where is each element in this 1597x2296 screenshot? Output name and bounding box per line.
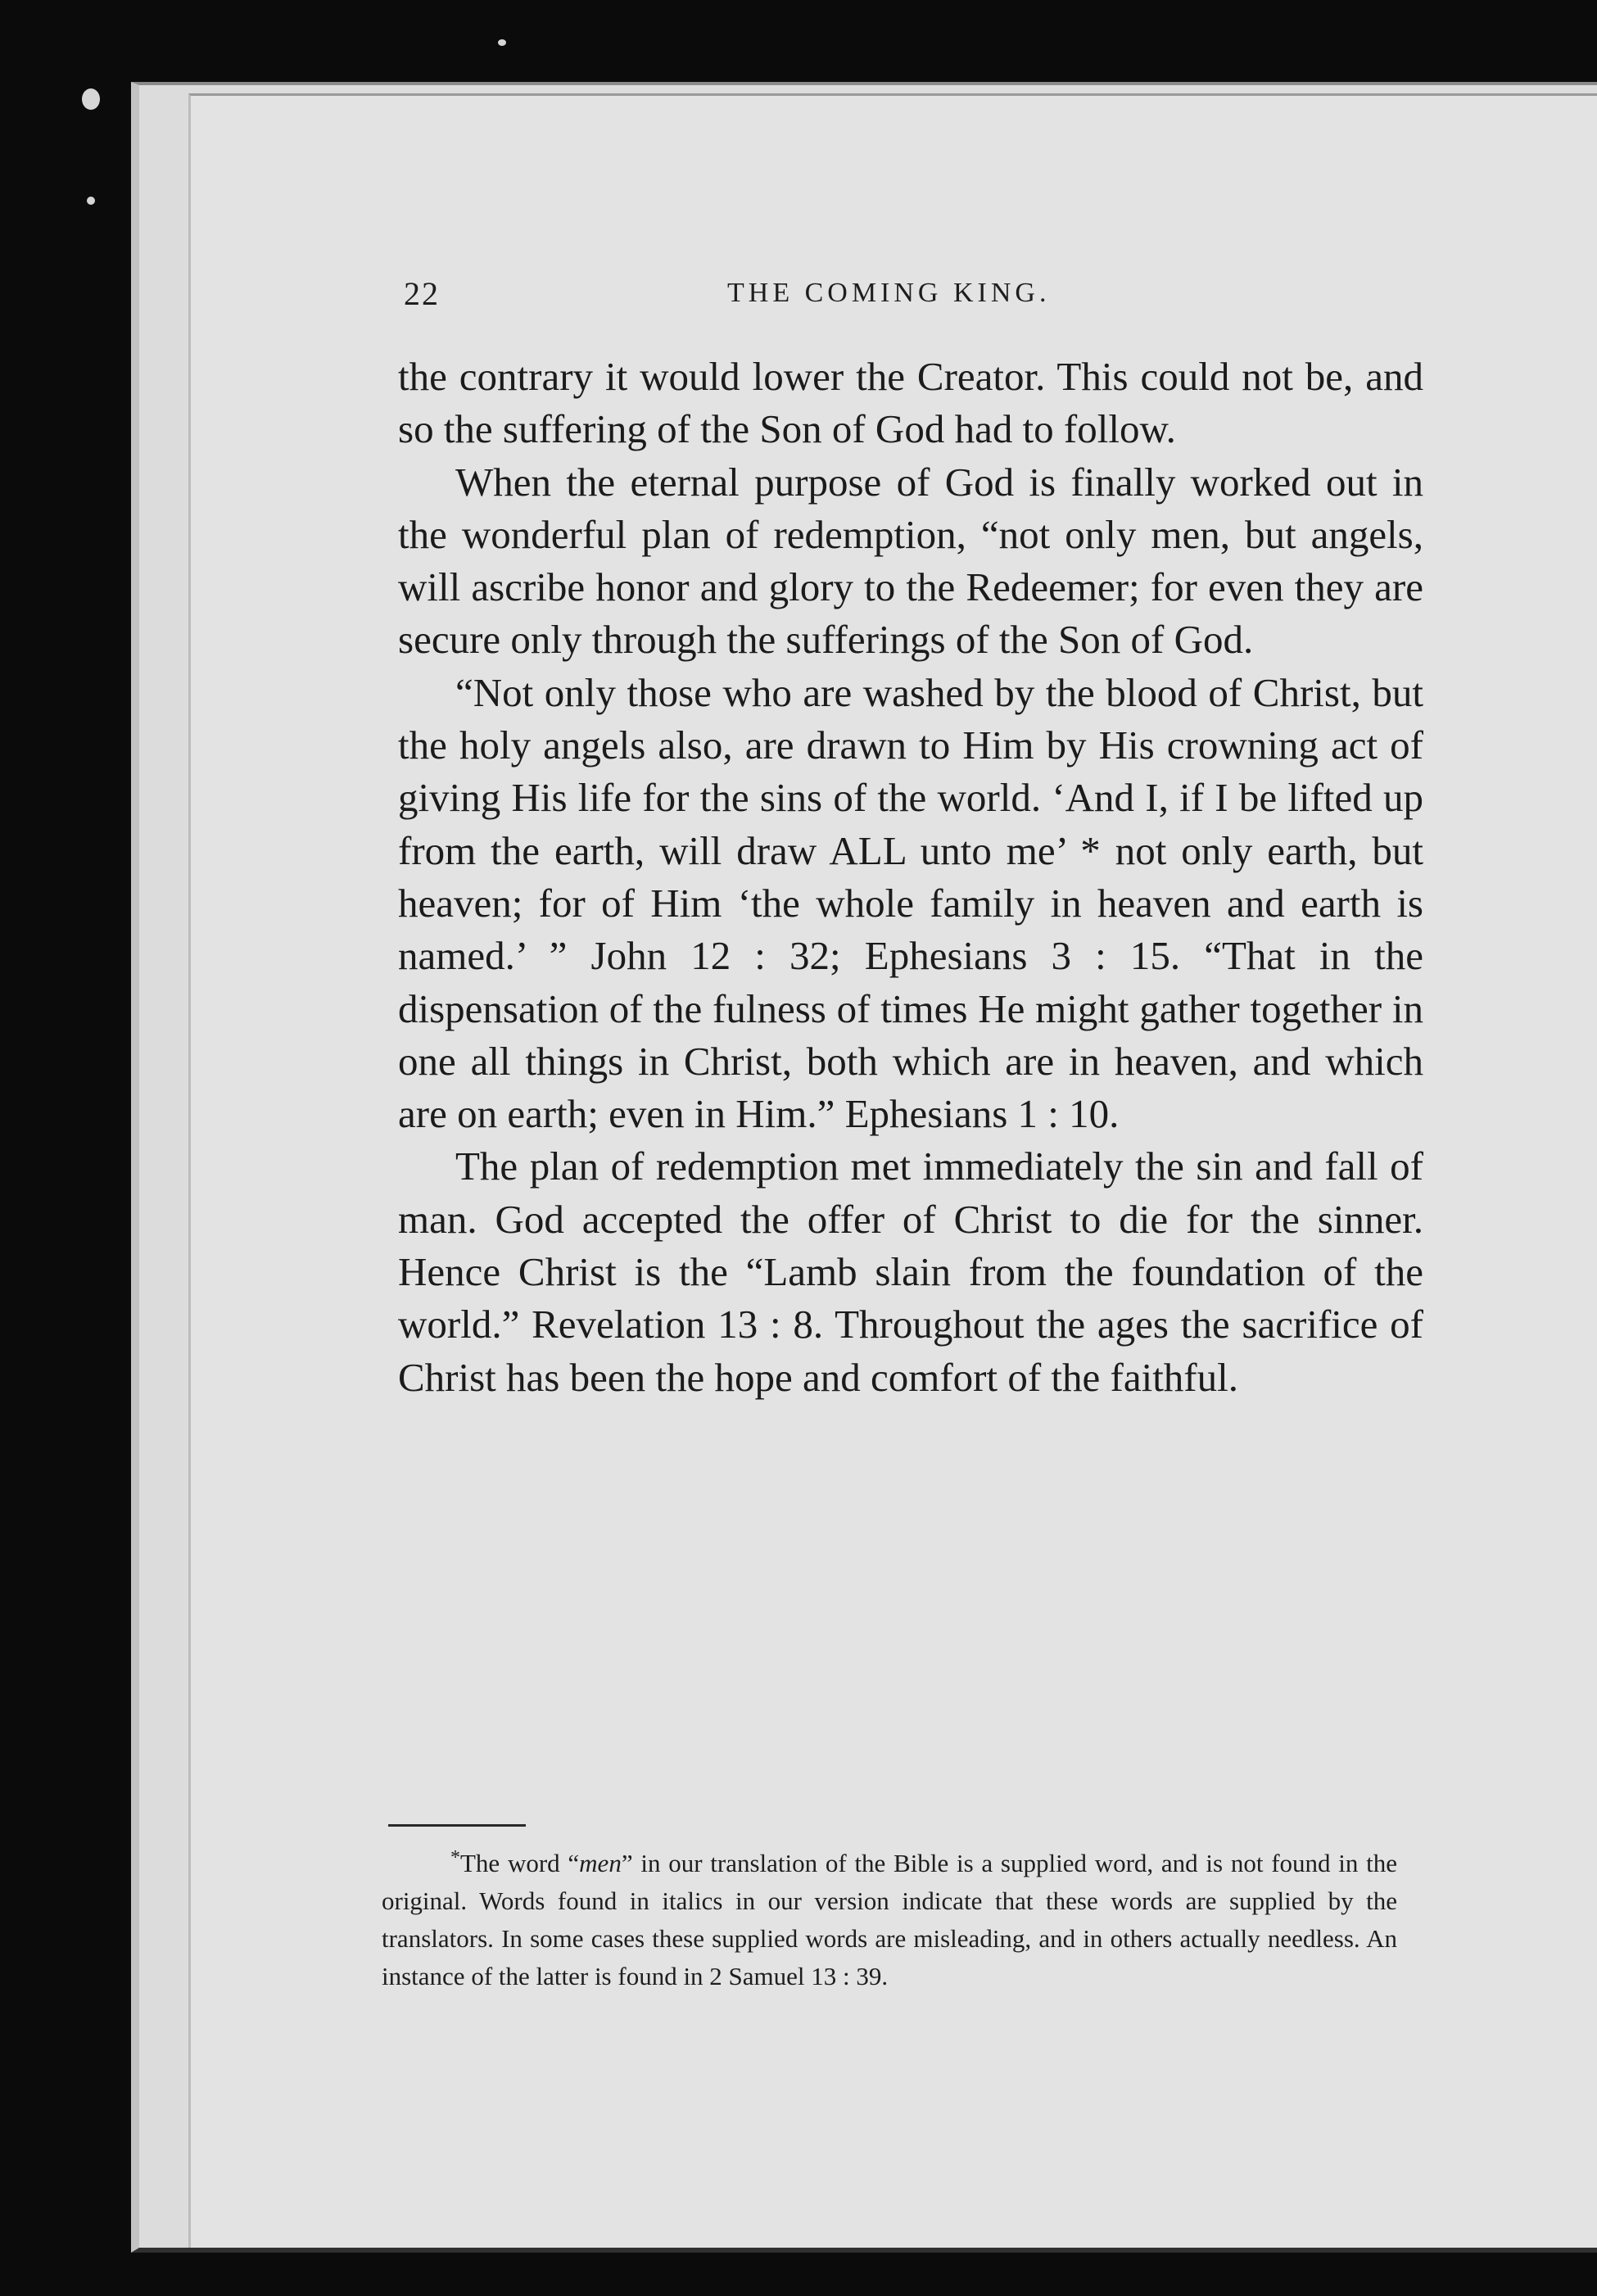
paragraph: “Not only those who are washed by the blood of Christ, but the holy angels also, are drawn to Him by His crowning act of giving His life for the sins of the world. ‘And I, if I be lifted up from the earth, will draw ALL unto me’ * not only earth, but heaven; for of Him ‘the whole family in heaven and earth is named.’ ” John 12 : 32; Ephesians 3 : 15. “That in the dispensation of the fulness of times He might gather together in one all things in Christ, both which are in heaven, and which are on earth; even in Him.” Ephesians 1 : 10. (398, 669, 1423, 1137)
footnote-text: ” in our translation of the Bible is a supplied word, and is not found in the original. Words found in italics in our version indicate that these words are supplied by the translators. In some cases these supplied words are misleading, and in others actually needless. An instance of the latter is found in 2 Samuel 13 : 39. (382, 1849, 1397, 1990)
footnote-italic-word: men (579, 1849, 622, 1877)
paragraph: When the eternal purpose of God is finally worked out in the wonderful plan of redemption, “not only men, but angels, will ascribe honor and glory to the Redeemer; for even they are secure only through the sufferings of the Son of God. (398, 459, 1423, 663)
body-text (398, 351, 1423, 1404)
running-title: THE COMING KING. (727, 278, 1051, 308)
footnote (382, 1839, 1397, 1995)
scan-speck (498, 39, 506, 46)
scan-speck (82, 88, 100, 110)
footnote-rule (388, 1824, 526, 1827)
paragraph: The plan of redemption met immediately the sin and fall of man. God accepted the offer of Christ to die for the sinner. Hence Christ is the “Lamb slain from the foundation of the world.” Revelation 13 : 8. Throughout the ages the sacrifice of Christ has been the hope and comfort of the faithful. (398, 1143, 1423, 1400)
page-header (404, 274, 1427, 324)
page-number: 22 (404, 275, 440, 312)
scan-speck (87, 197, 95, 205)
footnote-lead: The word “ (460, 1849, 580, 1877)
footnote-marker: * (450, 1847, 460, 1868)
paragraph: the contrary it would lower the Creator. This could not be, and so the suffering of the Son of God had to follow. (398, 354, 1423, 452)
